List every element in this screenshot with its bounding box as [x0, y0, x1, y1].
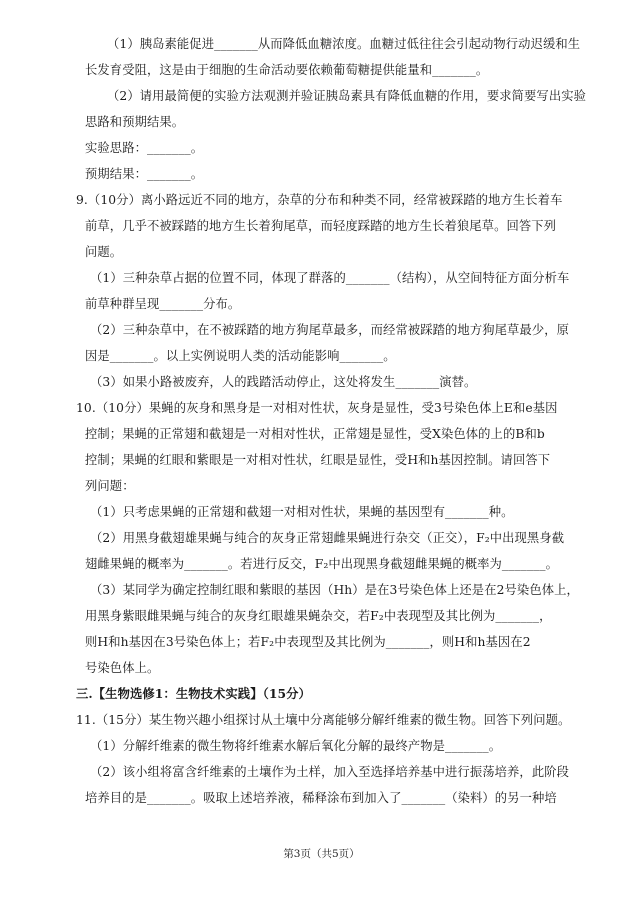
text-line: 实验思路：_______。 [85, 141, 204, 155]
text-line: （2）请用最简便的实验方法观测并验证胰岛素具有降低血糖的作用，要求简要写出实验 [107, 89, 587, 103]
text-line: （2）用黑身截翅雄果蝇与纯合的灰身正常翅雌果蝇进行杂交（正交），F₂中出现黑身截 [90, 531, 565, 545]
text-line: 控制；果蝇的红眼和紫眼是一对相对性状，红眼是显性，受H和h基因控制。请回答下 [85, 453, 551, 467]
text-line: 前草，几乎不被踩踏的地方生长着狗尾草，而轻度踩踏的地方生长着狼尾草。回答下列 [85, 219, 557, 233]
text-line: 前草种群呈现_______分布。 [85, 297, 241, 311]
question-11-title: 11.（15分）某生物兴趣小组探讨从土壤中分离能够分解纤维素的微生物。回答下列问题。 [76, 713, 571, 727]
text-line: 号染色体上。 [85, 661, 160, 675]
text-line: 长发育受阻，这是由于细胞的生命活动要依赖葡萄糖提供能量和_______。 [85, 63, 489, 77]
text-line: （1）分解纤维素的微生物将纤维素水解后氧化分解的最终产物是_______。 [90, 739, 502, 753]
question-9-title: 9.（10分）离小路远近不同的地方，杂草的分布和种类不同，经常被踩踏的地方生长着车 [76, 193, 563, 207]
text-line: 因是_______。以上实例说明人类的活动能影响_______。 [85, 349, 396, 363]
section-heading: 三.【生物选修1：生物技术实践】（15分） [76, 686, 311, 701]
text-line: 培养目的是_______。吸取上述培养液，稀释涂布到加入了_______（染料）的另一种培 [85, 791, 557, 805]
page-number: 第3页（共5页） [283, 848, 360, 860]
question-10-title: 10.（10分）果蝇的灰身和黑身是一对相对性状，灰身是显性，受3号染色体上E和e基因 [76, 401, 558, 415]
text-line: （1）三种杂草占据的位置不同，体现了群落的_______（结构），从空间特征方面分析车 [90, 271, 570, 285]
text-line: 则H和h基因在3号染色体上；若F₂中表现型及其比例为_______，则H和h基因在2 [85, 635, 531, 649]
text-line: （3）如果小路被废弃，人的践踏活动停止，这处将发生_______演替。 [90, 375, 477, 389]
text-line: 控制；果蝇的正常翅和截翅是一对相对性状，正常翅是显性，受X染色体的上的B和b [85, 427, 545, 441]
text-line: （1）只考虑果蝇的正常翅和截翅一对相对性状，果蝇的基因型有_______种。 [90, 505, 514, 519]
text-line: （2）三种杂草中，在不被踩踏的地方狗尾草最多，而经常被踩踏的地方狗尾草最少，原 [90, 323, 570, 337]
text-line: 预期结果：_______。 [85, 167, 204, 181]
text-line: （1）胰岛素能促进_______从而降低血糖浓度。血糖过低往往会引起动物行动迟缓和生 [107, 37, 581, 51]
text-line: 列问题： [85, 479, 135, 493]
text-line: 问题。 [85, 245, 123, 259]
text-line: 用黑身紫眼雌果蝇与纯合的灰身红眼雄果蝇杂交，若F₂中表现型及其比例为_______， [85, 609, 552, 623]
text-line: （2）该小组将富含纤维素的土壤作为土样，加入至选择培养基中进行振荡培养，此阶段 [90, 765, 570, 779]
text-line: 翅雌果蝇的概率为_______。若进行反交，F₂中出现黑身截翅雌果蝇的概率为_______。 [85, 557, 559, 571]
text-line: （3）某同学为确定控制红眼和紫眼的基因（Hh）是在3号染色体上还是在2号染色体上， [90, 583, 579, 597]
text-line: 思路和预期结果。 [85, 115, 185, 129]
